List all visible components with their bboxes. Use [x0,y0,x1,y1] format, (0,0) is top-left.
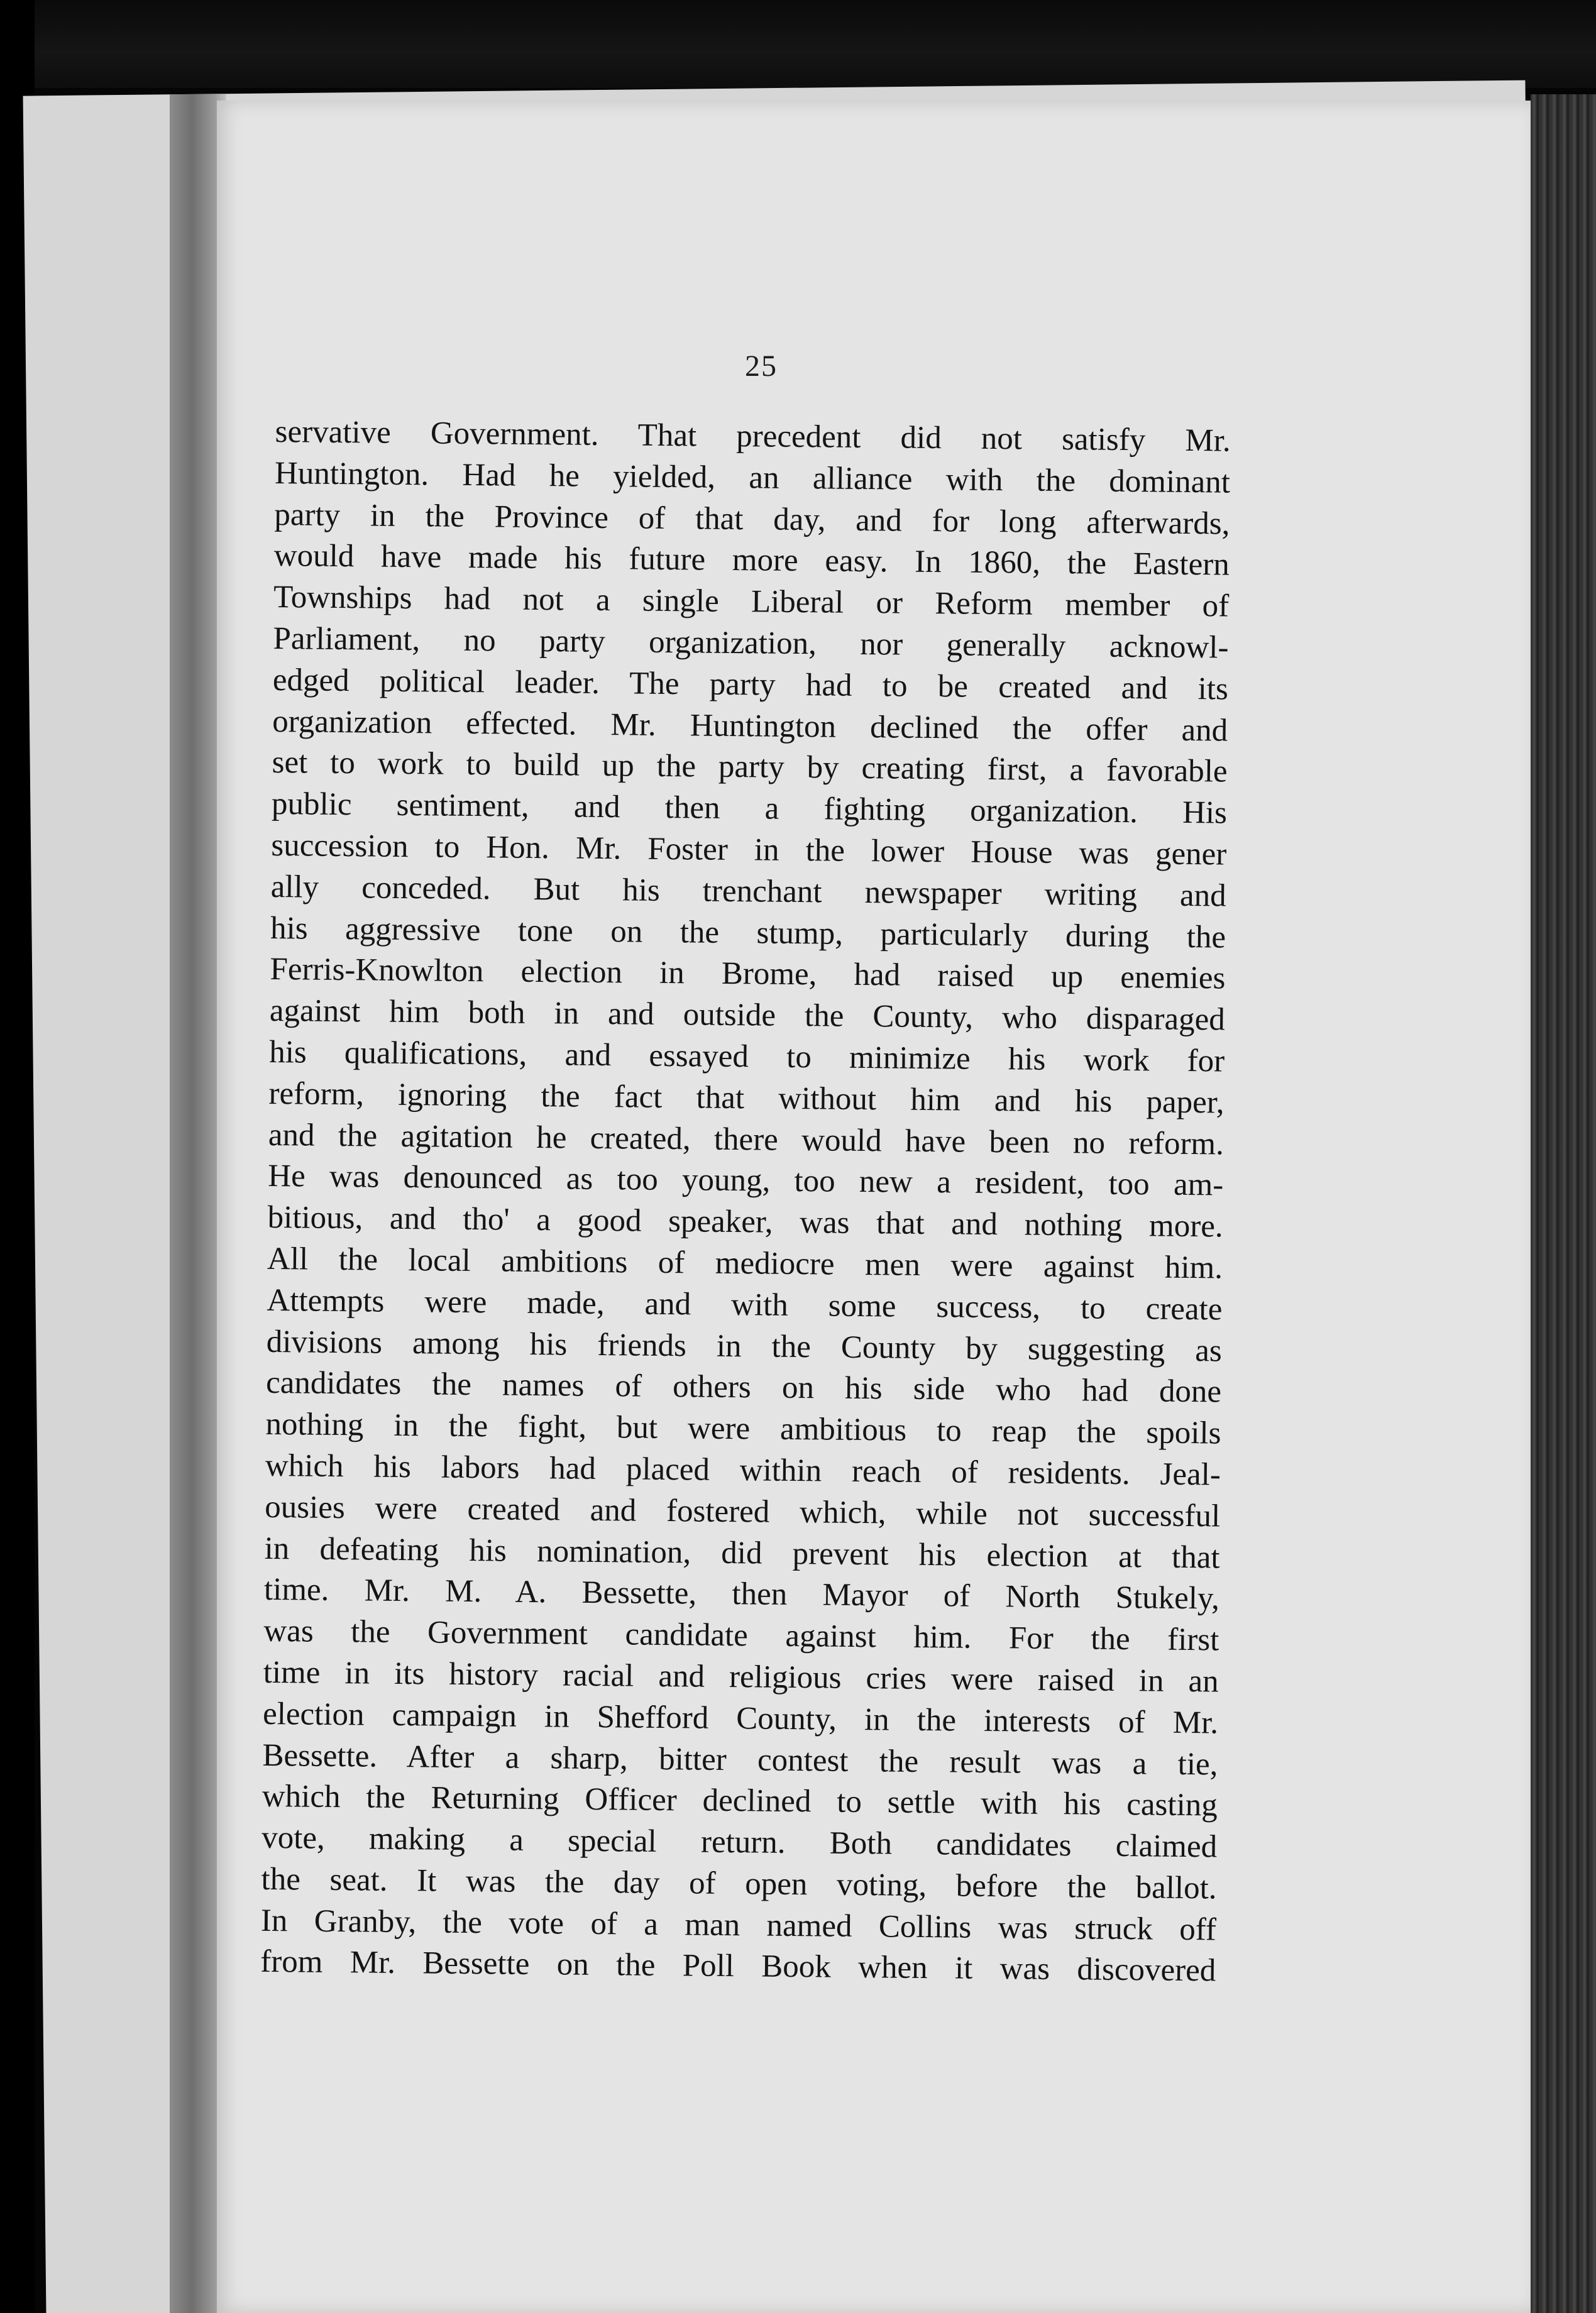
text-line: time in its history racial and religious cries were raised in an [263,1654,1219,1700]
text-line: his aggressive tone on the stump, particularly during the [270,910,1226,955]
text-line: In Granby, the vote of a man named Collins was struck off [260,1903,1217,1948]
text-line: which the Returning Officer declined to settle with his casting [261,1779,1218,1823]
text-line: in defeating his nomination, did prevent his election at that [264,1530,1220,1576]
page-number: 25 [745,349,778,383]
text-line: servative Government. That precedent did not satisfy Mr. [275,414,1231,459]
text-line: from Mr. Bessette on the Poll Book when it was discovered [260,1944,1216,1989]
text-line: He was denounced as too young, too new a resident, too am- [268,1158,1224,1203]
text-line: the seat. It was the day of open voting, before the ballot. [261,1861,1217,1906]
text-line: nothing in the fight, but were ambitious to reap the spoils [265,1407,1221,1451]
text-line: was the Government candidate against him. For the first [263,1613,1219,1658]
text-line: Townships had not a single Liberal or Reform member of [273,580,1230,624]
text-line: against him both in and outside the County, who disparaged [269,993,1226,1038]
text-line: Attempts were made, and with some success, to create [267,1282,1223,1327]
text-line: which his labors had placed within reach of residents. Jeal- [265,1448,1221,1493]
scan-top-margin [0,0,1596,88]
text-line: candidates the names of others on his side who had done [265,1365,1222,1410]
text-line: edged political leader. The party had to be created and its [272,662,1229,707]
text-line: bitious, and tho' a good speaker, was that and nothing more. [267,1200,1223,1244]
text-line: reform, ignoring the fact that without him and his paper, [268,1075,1225,1121]
text-line: organization effected. Mr. Huntington declined the offer and [272,703,1228,749]
page-stack-edge [1531,94,1596,2313]
text-line: divisions among his friends in the County by suggesting as [266,1324,1222,1369]
text-line: Parliament, no party organization, nor generally acknowl- [273,620,1229,666]
text-line: set to work to build up the party by creating first, a favorable [272,745,1228,789]
text-line: would have made his future more easy. In 1860, the Eastern [273,538,1230,583]
text-line: Huntington. Had he yielded, an alliance with the dominant [274,455,1231,500]
text-line: election campaign in Shefford County, in the interests of Mr. [262,1696,1219,1741]
text-line: succession to Hon. Mr. Foster in the lower House was gener [271,827,1227,872]
text-line: public sentiment, and then a fighting organization. His [271,786,1228,831]
text-line: party in the Province of that day, and for long afterwards, [274,497,1230,542]
body-text [260,412,1231,1992]
text-line: and the agitation he created, there would have been no reform. [268,1117,1225,1162]
text-line: Ferris-Knowlton election in Brome, had raised up enemies [270,952,1226,996]
text-line: ousies were created and fostered which, while not successful [265,1489,1221,1534]
text-line: ally conceded. But his trenchant newspaper writing and [270,869,1226,914]
text-line: time. Mr. M. A. Bessette, then Mayor of North Stukely, [263,1572,1220,1617]
text-line: Bessette. After a sharp, bitter contest the result was a tie, [262,1737,1218,1782]
text-line: All the local ambitions of mediocre men were against him. [267,1241,1223,1286]
text-line: vote, making a special return. Both candidates claimed [261,1820,1218,1865]
text-line: his qualifications, and essayed to minimize his work for [268,1034,1225,1079]
